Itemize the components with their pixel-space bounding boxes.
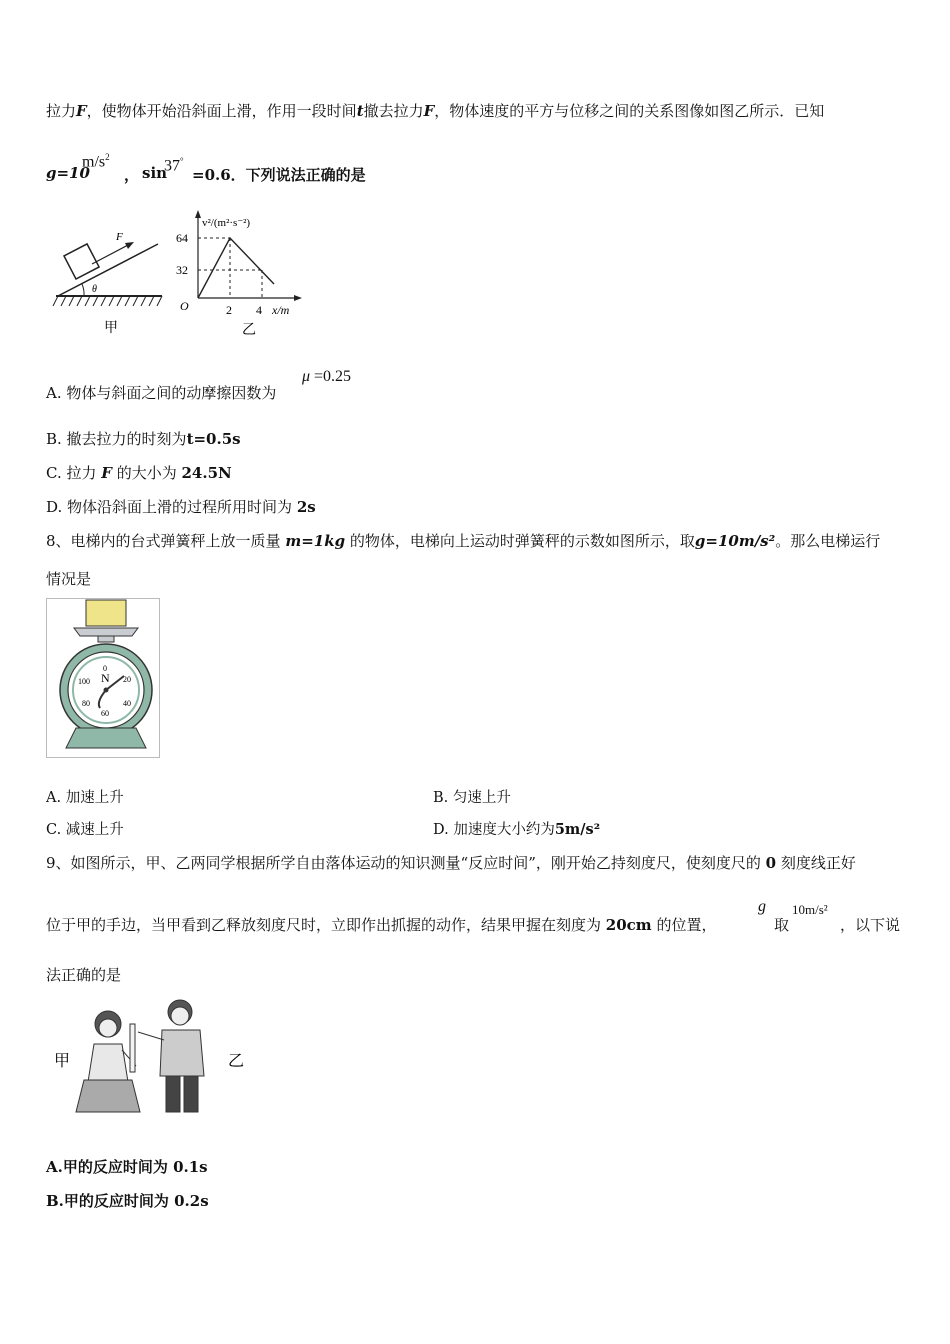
q7-intro-line bbox=[46, 100, 824, 121]
x-axis-label: x/m bbox=[272, 303, 290, 317]
q7-angle: 37° bbox=[164, 156, 184, 175]
dial-60: 60 bbox=[101, 709, 109, 718]
y-tick-64: 64 bbox=[176, 231, 188, 245]
figure-caption-yi: 乙 bbox=[242, 323, 256, 338]
label-yi: 乙 bbox=[228, 1053, 245, 1070]
force-arrow bbox=[125, 242, 134, 249]
option-d-value: 2s bbox=[296, 498, 316, 516]
q7-g-value: g=10 bbox=[46, 164, 90, 182]
dial-0: 0 bbox=[103, 664, 107, 673]
q9-cm: 20cm bbox=[605, 916, 652, 934]
q8-mass: m=1kg bbox=[285, 532, 346, 550]
q8-stem-line-1: 8、电梯内的台式弹簧秤上放一质量 m=1kg 的物体，电梯向上运动时弹簧秤的示数如图所示，取g=10m/s²。那么电梯运行 bbox=[46, 532, 881, 550]
q9-stem-line-3: 法正确的是 bbox=[46, 966, 122, 984]
option-b-value: t=0.5s bbox=[186, 430, 241, 448]
dial-20: 20 bbox=[123, 675, 131, 684]
q7-g-unit: $m/s^2$ bbox=[82, 152, 110, 171]
option-d-text: D. 加速度大小约为 bbox=[433, 822, 555, 838]
q8-option-c[interactable]: C. 减速上升 bbox=[46, 822, 124, 838]
q7-intro-text: ，物体速度的平方与位移之间的关系图像如图乙所示．已知 bbox=[434, 102, 825, 120]
option-d-value: 5m/s² bbox=[554, 821, 601, 838]
dial-80: 80 bbox=[82, 699, 90, 708]
option-a-text: A. 物体与斜面之间的动摩擦因数为 bbox=[46, 384, 277, 402]
q7-comma: ， bbox=[124, 166, 140, 184]
dial-100: 100 bbox=[78, 677, 90, 686]
force-label: F bbox=[116, 231, 123, 243]
q8-scale-figure bbox=[46, 598, 160, 758]
q9-zero: 0 bbox=[765, 854, 777, 872]
option-c-force: F bbox=[101, 464, 112, 482]
option-c-text: C. 拉力 bbox=[46, 464, 97, 482]
q7-figure-yi bbox=[172, 208, 312, 340]
q9-g-symbol: g bbox=[758, 898, 766, 915]
student-yi bbox=[138, 1000, 204, 1112]
option-c-text: 的大小为 bbox=[116, 464, 177, 482]
q9-students-figure bbox=[50, 994, 250, 1120]
q9-stem-line-1: 9、如图所示，甲、乙两同学根据所学自由落体运动的知识测量“反应时间”，刚开始乙持刻度尺，使刻度尺的 0 刻度线正好 bbox=[46, 854, 856, 872]
dial-unit: N bbox=[101, 671, 110, 685]
origin-label: O bbox=[180, 299, 189, 313]
q7-figure-jia bbox=[50, 222, 170, 340]
q8-stem-line-2: 情况是 bbox=[46, 570, 92, 588]
q9-option-b[interactable]: B.甲的反应时间为 0.2s bbox=[46, 1192, 209, 1210]
v2-x-graph-line bbox=[198, 238, 274, 298]
q9-qu: 取 bbox=[774, 916, 790, 934]
label-jia: 甲 bbox=[54, 1053, 71, 1070]
option-b-text: B. 撤去拉力的时刻为 bbox=[46, 430, 187, 448]
dial-40: 40 bbox=[123, 699, 131, 708]
option-d-text: D. 物体沿斜面上滑的过程所用时间为 bbox=[46, 498, 293, 516]
q9-g-value: 10m/s² bbox=[792, 902, 828, 917]
q7-time-var: t bbox=[356, 102, 364, 120]
q7-option-b[interactable] bbox=[46, 428, 241, 449]
y-tick-32: 32 bbox=[176, 263, 188, 277]
q7-sin: sin bbox=[142, 164, 168, 182]
q7-option-d[interactable] bbox=[46, 496, 316, 517]
q7-force-var: F bbox=[423, 102, 435, 120]
option-a-mu: μ =0.25 bbox=[302, 368, 352, 385]
q8-option-b[interactable]: B. 匀速上升 bbox=[433, 790, 511, 806]
q8-option-d[interactable] bbox=[433, 818, 600, 839]
x-tick-2: 2 bbox=[226, 303, 232, 317]
q8-g: g=10m/s² bbox=[694, 532, 776, 550]
q7-option-c[interactable] bbox=[46, 462, 232, 483]
q9-option-a[interactable]: A.甲的反应时间为 0.1s bbox=[46, 1158, 208, 1176]
q7-intro-text: 撤去拉力 bbox=[363, 102, 424, 120]
ruler bbox=[130, 1024, 135, 1072]
block bbox=[64, 244, 99, 279]
weight-block bbox=[86, 600, 126, 626]
y-axis-label: v²/(m²·s⁻²) bbox=[202, 217, 251, 229]
q7-intro-text: ，使物体开始沿斜面上滑，作用一段时间 bbox=[86, 102, 357, 120]
x-tick-4: 4 bbox=[256, 303, 262, 317]
q7-force-var: F bbox=[76, 102, 87, 120]
angle-label: θ bbox=[92, 284, 97, 295]
figure-caption-jia: 甲 bbox=[104, 321, 118, 336]
option-c-value: 24.5N bbox=[181, 464, 232, 482]
q7-intro-text: 拉力 bbox=[46, 102, 77, 120]
q7-sin-value: =0.6．下列说法正确的是 bbox=[192, 166, 366, 184]
q8-option-a[interactable]: A. 加速上升 bbox=[46, 790, 124, 806]
